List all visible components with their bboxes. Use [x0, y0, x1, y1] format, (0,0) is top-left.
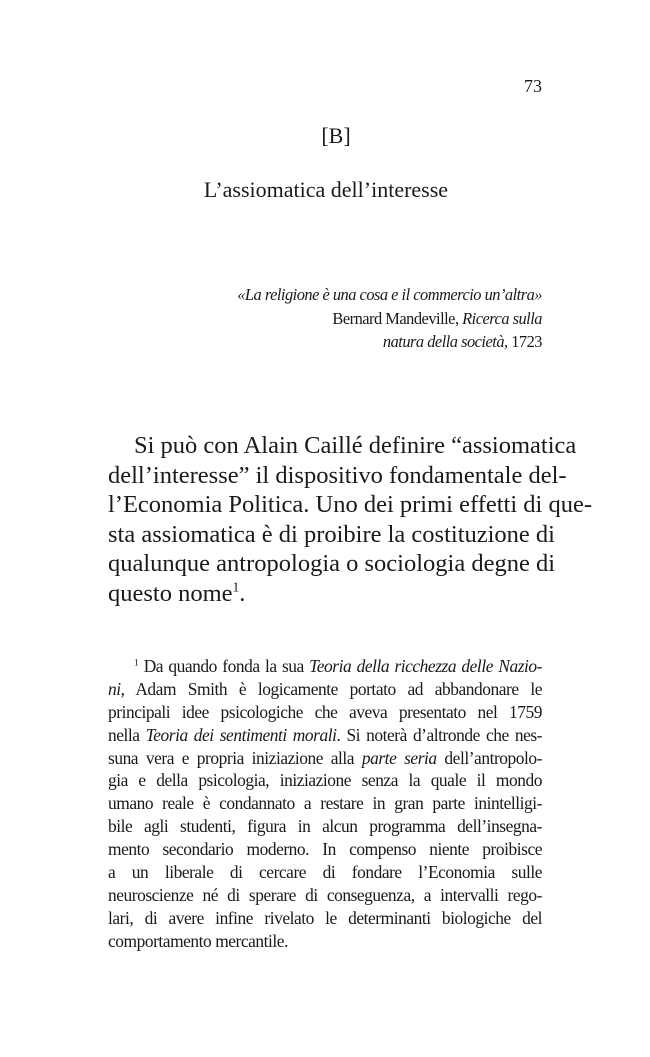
epigraph-attribution-line-2 — [237, 330, 542, 354]
footnote-line: lari, di avere infine rivelato le determinanti biologiche del — [108, 907, 542, 928]
footnote-line: principali idee psicologiche che aveva presentato nel 1759 — [108, 701, 542, 722]
footnote-line: neuroscienze né di sperare di conseguenza, a intervalli rego- — [108, 884, 542, 905]
page-number: 73 — [524, 76, 542, 96]
epigraph — [237, 283, 542, 354]
footnote-text: nella — [108, 724, 146, 745]
main-line: sta assiomatica è di proibire la costituzione di — [108, 520, 555, 548]
epigraph-title-part-2: natura della società — [382, 332, 505, 351]
main-line — [108, 579, 542, 609]
epigraph-year: , 1723 — [504, 332, 542, 351]
footnote-text: dell’antropolo- — [436, 747, 542, 768]
epigraph-quote: «La religione è una cosa e il commercio un’altra» — [237, 285, 542, 304]
footnote-text: Da quando fonda la sua — [138, 656, 310, 676]
footnote-text: , Adam Smith è logicamente portato ad abbandonare le — [120, 678, 542, 699]
section-marker: [B] — [321, 123, 351, 148]
main-line: l’Economia Politica. Uno dei primi effetti di que- — [108, 491, 592, 518]
epigraph-title-part-1: Ricerca sulla — [462, 308, 542, 328]
footnote-book-title: Teoria della ricchezza delle Nazio- — [309, 656, 542, 676]
main-paragraph — [108, 431, 592, 608]
footnote-line — [108, 747, 542, 770]
footnote-line: a un liberale di cercare di fondare l’Economia sulle — [108, 862, 542, 883]
footnote-line — [108, 724, 542, 747]
footnote-marker: 1 — [134, 657, 139, 669]
epigraph-attribution-line-1 — [237, 307, 542, 331]
footnote-line: umano reale è condannato a restare in gran parte inintelligi- — [108, 793, 542, 814]
main-line: qualunque antropologia o sociologia degne di — [108, 550, 556, 577]
main-line-text: questo nome — [108, 579, 233, 607]
epigraph-author: Bernard Mandeville, — [332, 308, 463, 328]
footnote-emphasis: parte seria — [361, 747, 437, 768]
main-line-punct: . — [239, 579, 246, 607]
footnote-line: mento secondario moderno. In compenso niente proibisce — [108, 839, 542, 860]
main-line: dell’interesse” il dispositivo fondamentale del- — [108, 461, 567, 489]
footnote-text: . Si noterà d’altronde che nes- — [336, 724, 542, 745]
footnote — [108, 655, 542, 953]
footnote-text: suna vera e propria iniziazione alla — [108, 747, 362, 768]
footnote-line: gia e della psicologia, iniziazione senza la quale il mondo — [108, 770, 542, 791]
footnote-book-title: Teoria dei sentimenti morali — [145, 724, 337, 745]
footnote-reference: 1 — [232, 579, 240, 595]
footnote-line — [108, 678, 542, 701]
main-line: Si può con Alain Caillé definire “assiomatica — [134, 432, 577, 459]
footnote-line — [108, 655, 542, 678]
chapter-title: L’assiomatica dell’interesse — [203, 177, 449, 202]
footnote-book-title: ni — [108, 678, 121, 699]
footnote-line: bile agli studenti, figura in alcun programma dell’insegna- — [108, 816, 542, 837]
footnote-line: comportamento mercantile. — [108, 930, 288, 951]
